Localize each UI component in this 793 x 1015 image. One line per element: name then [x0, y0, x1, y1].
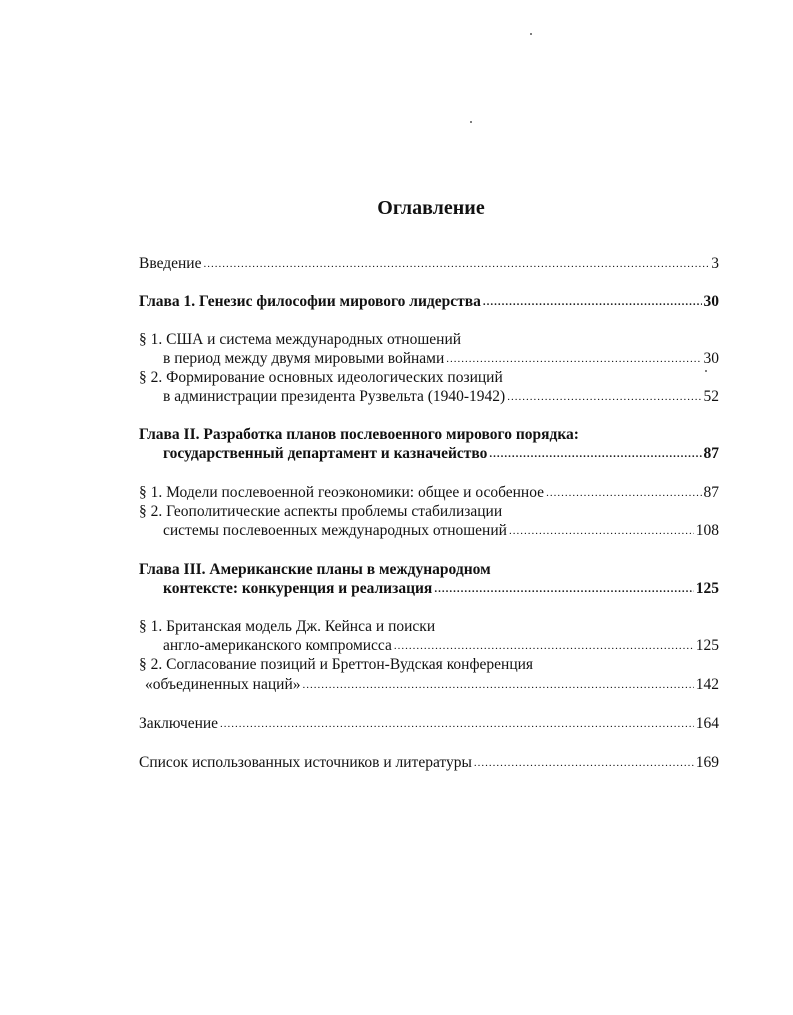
toc-page-number: 52 — [703, 388, 719, 405]
toc-label: Заключение — [139, 715, 219, 732]
scan-speck — [705, 370, 707, 372]
scan-speck — [470, 121, 472, 123]
toc-entry-ch3-sec2-line1 — [139, 655, 533, 675]
toc-page-number: 142 — [695, 676, 719, 693]
toc-entry-ch1-sec1-line1 — [139, 330, 461, 350]
dot-leader — [474, 752, 694, 773]
toc-page-number: 30 — [703, 293, 719, 310]
toc-page-number: 169 — [695, 754, 719, 771]
toc-label: англо-американского компромисса — [163, 637, 392, 654]
toc-label: § 2. Формирование основных идеологических позиций — [139, 369, 503, 386]
toc-entry-ch3-sec2[interactable] — [145, 675, 719, 695]
toc-entry-chapter-3[interactable] — [163, 579, 719, 599]
dot-leader — [446, 348, 701, 369]
toc-entry-chapter-2[interactable] — [163, 444, 719, 464]
toc-label: Введение — [139, 255, 202, 272]
toc-page-number: 87 — [703, 484, 719, 501]
toc-entry-ch2-sec2-line1 — [139, 502, 502, 522]
toc-label: § 1. США и система международных отношений — [139, 331, 462, 348]
toc-entry-ch3-sec1[interactable] — [163, 636, 719, 656]
dot-leader — [489, 443, 701, 464]
toc-label: § 2. Геополитические аспекты проблемы стабилизации — [139, 503, 503, 520]
dot-leader — [546, 482, 701, 503]
toc-label: § 1. Британская модель Дж. Кейнса и поиски — [139, 618, 436, 635]
dot-leader — [483, 291, 702, 312]
toc-entry-ch2-sec1[interactable] — [139, 483, 719, 503]
dot-leader — [302, 674, 693, 695]
toc-label: контексте: конкуренция и реализация — [163, 580, 433, 597]
toc-page-number: 164 — [695, 715, 719, 732]
toc-label: Глава III. Американские планы в международном — [139, 561, 491, 578]
toc-entry-intro[interactable] — [139, 254, 719, 274]
toc-entry-chapter-2-line1 — [139, 425, 579, 445]
dot-leader — [509, 520, 694, 541]
toc-page-number: 30 — [703, 350, 719, 367]
toc-label: § 2. Согласование позиций и Бреттон-Вудская конференция — [139, 656, 534, 673]
dot-leader — [394, 635, 694, 656]
dot-leader — [434, 578, 693, 599]
toc-label: в период между двумя мировыми войнами — [163, 350, 445, 367]
toc-label: системы послевоенных международных отношений — [163, 522, 507, 539]
toc-label: § 1. Модели послевоенной геоэкономики: общее и особенное — [139, 484, 545, 501]
toc-page-number: 108 — [695, 522, 719, 539]
toc-page-number: 3 — [711, 255, 719, 272]
toc-entry-ch3-sec1-line1 — [139, 617, 435, 637]
toc-page-number: 125 — [695, 637, 719, 654]
toc-label: Глава 1. Генезис философии мирового лидерства — [139, 293, 481, 310]
toc-entry-ch1-sec2[interactable] — [163, 387, 719, 407]
toc-label: «объединенных наций» — [145, 676, 301, 693]
toc-entry-sources[interactable] — [139, 753, 719, 773]
toc-page-number: 87 — [703, 445, 719, 462]
dot-leader — [507, 386, 701, 407]
dot-leader — [203, 253, 709, 274]
toc-label: в администрации президента Рузвельта (1940-1942) — [163, 388, 506, 405]
toc-entry-conclusion[interactable] — [139, 714, 719, 734]
toc-label: Список использованных источников и литературы — [139, 754, 472, 771]
scan-speck — [530, 33, 532, 35]
toc-entry-ch1-sec1[interactable] — [163, 349, 719, 369]
toc-page-number: 125 — [695, 580, 719, 597]
toc-entry-chapter-3-line1 — [139, 560, 491, 580]
toc-entry-ch2-sec2[interactable] — [163, 521, 719, 541]
toc-label: государственный департамент и казначейство — [163, 445, 488, 462]
dot-leader — [220, 713, 694, 734]
toc-label: Глава II. Разработка планов послевоенного мирового порядка: — [139, 426, 579, 443]
toc-entry-chapter-1[interactable] — [139, 292, 719, 312]
page-title: Оглавление — [377, 197, 485, 219]
toc-entry-ch1-sec2-line1 — [139, 368, 503, 388]
